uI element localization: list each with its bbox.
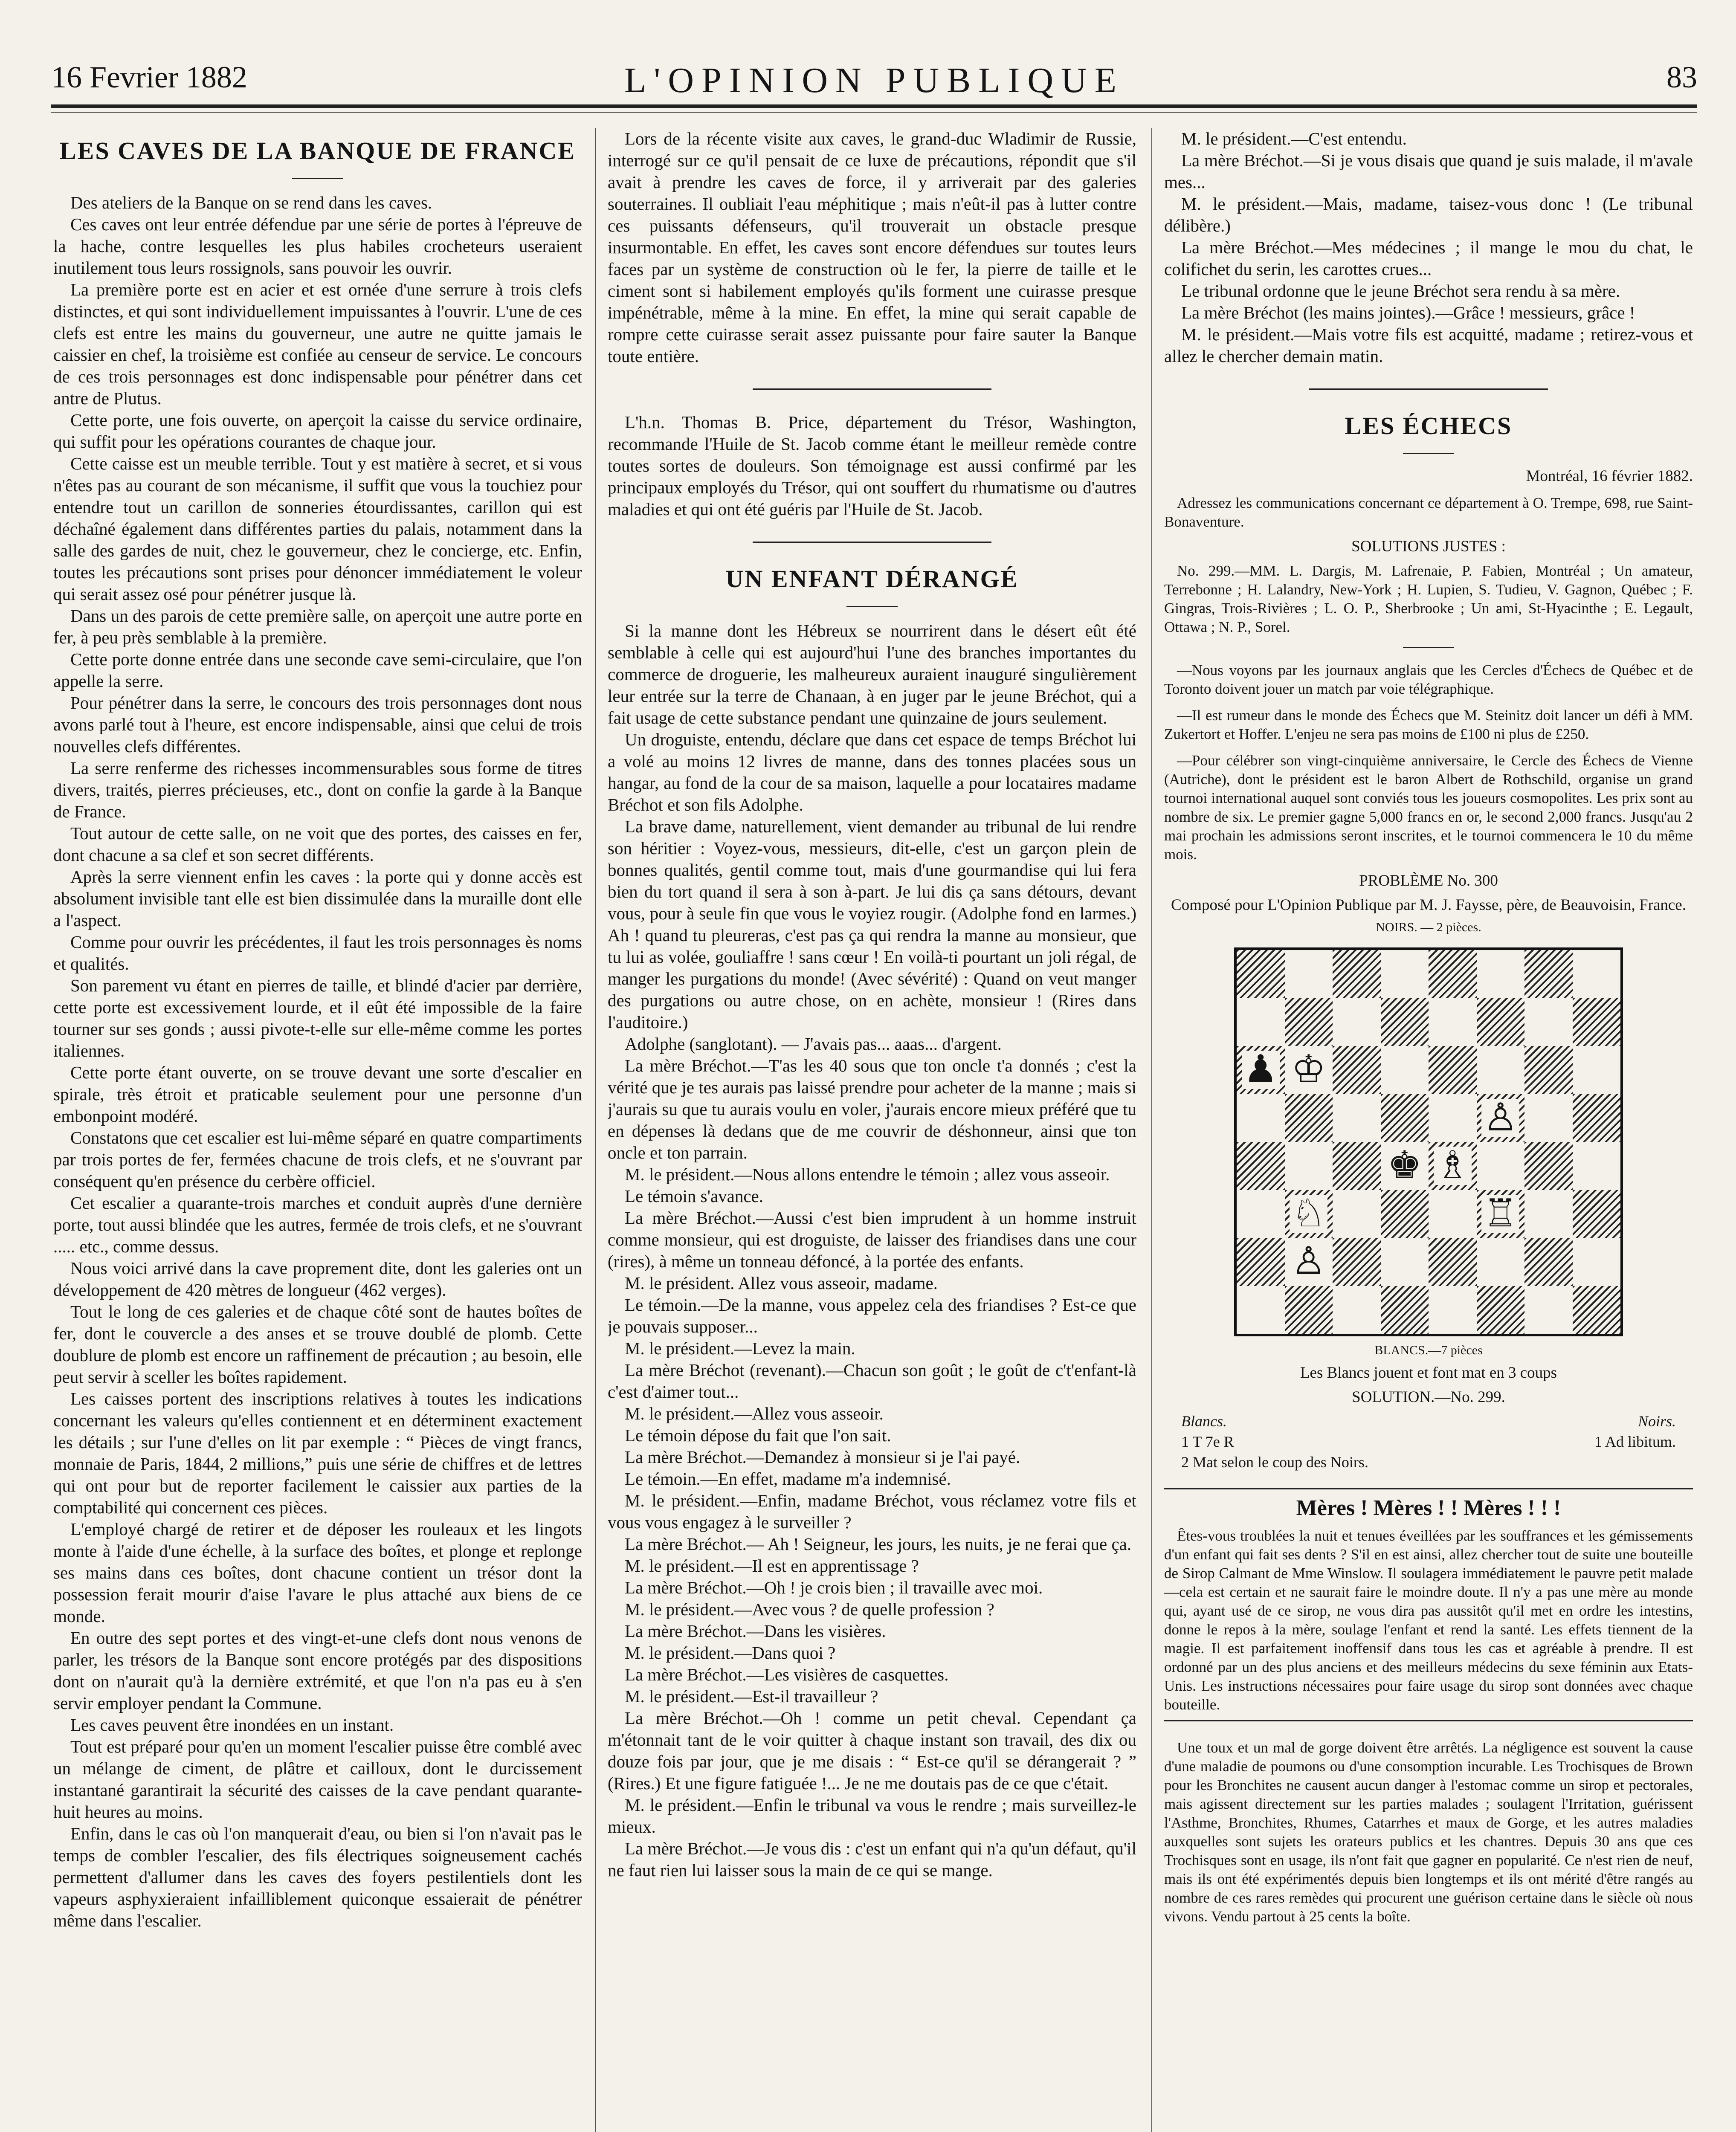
board-square xyxy=(1477,1238,1525,1286)
paragraph: La mère Bréchot.—Je vous dis : c'est un enfant qui n'a qu'un défaut, qu'il ne faut rien lui laisser sous la main de ce qui se mange. xyxy=(608,1839,1136,1880)
board-square xyxy=(1285,1190,1333,1238)
board-square xyxy=(1524,1286,1573,1334)
solution-move-2 xyxy=(1181,1453,1676,1471)
board-square xyxy=(1429,1190,1477,1238)
paragraph: Cette porte donne entrée dans une seconde cave semi-circulaire, que l'on appelle la serre. xyxy=(53,649,582,691)
board-square xyxy=(1333,1142,1381,1190)
chess-title: LES ÉCHECS xyxy=(1345,412,1513,440)
paragraph: Tout le long de ces galeries et de chaque côté sont de hautes boîtes de fer, dont le couvercle a des anses et se trouve doublé de plomb. Cette doublure de plomb est encore un raffinement de précaution ; au besoin, elle peut servir à sceller les boîtes rapidement. xyxy=(53,1302,582,1387)
paragraph: Comme pour ouvrir les précédentes, il faut les trois personnages ès noms et qualités. xyxy=(53,932,582,973)
chess-piece-icon: ♙ xyxy=(1290,1243,1327,1281)
board-square xyxy=(1237,1286,1285,1334)
board-square xyxy=(1333,1094,1381,1142)
chess-piece-icon: ♖ xyxy=(1481,1195,1519,1233)
black-pieces-label: NOIRS. — 2 pièces. xyxy=(1376,920,1481,934)
paragraph: M. le président.—Enfin, madame Bréchot, vous réclamez votre fils et vous vous engagez à le surveiller ? xyxy=(608,1491,1136,1532)
paragraph: La première porte est en acier et est ornée d'une serrure à trois clefs distinctes, et qui sont individuellement impuissantes à l'ouvrir. L'une de ces clefs est entre les mains du gouverneur, une autre ne quitte jamais le caissier en chef, la troisième est confiée au censeur de service. Le concours de ces trois personnages est donc indispensable pour pénétrer dans cet antre de Plutus. xyxy=(53,280,582,408)
paragraph: La mère Bréchot.—Si je vous disais que quand je suis malade, il m'avale mes... xyxy=(1164,151,1693,192)
solution-move-2-text: 2 Mat selon le coup des Noirs. xyxy=(1181,1454,1368,1471)
paragraph: La mère Bréchot.—Oh ! comme un petit cheval. Cependant ça m'étonnait tant de le voir quitter à chaque instant son travail, des dix ou douze fois par jour, que je me disais : “ Est-ce qu'il se dérangerait ? ” (Rires.) Et une figure fatiguée !... Je ne me doutais pas de ce que c'était. xyxy=(608,1708,1136,1793)
article-title-caves: LES CAVES DE LA BANQUE DE FRANCE xyxy=(59,137,576,165)
paragraph: Enfin, dans le cas où l'on manquerait d'eau, ou bien si l'on n'avait pas le temps de combler l'escalier, des fils électriques soigneusement cachés permettent d'allumer dans les caves des foyers pestilentiels dont les vapeurs asphyxieraient infailliblement quiconque essaierait de pénétrer même dans l'escalier. xyxy=(53,1824,582,1930)
board-square xyxy=(1285,1046,1333,1094)
board-square xyxy=(1524,1142,1573,1190)
paragraph: M. le président. Allez vous asseoir, madame. xyxy=(625,1273,938,1293)
paragraph: Après la serre viennent enfin les caves : la porte qui y donne accès est absolument invisible tant elle est bien dissimulée dans la muraille dont elle a l'aspect. xyxy=(53,867,582,930)
section-rule xyxy=(753,388,991,390)
chess-piece-icon: ♔ xyxy=(1290,1051,1327,1089)
paragraph: Le tribunal ordonne que le jeune Bréchot sera rendu à sa mère. xyxy=(1181,281,1620,301)
board-square xyxy=(1285,1286,1333,1334)
board-square xyxy=(1477,1190,1525,1238)
board-square xyxy=(1237,1238,1285,1286)
paragraph: M. le président.—Mais votre fils est acquitté, madame ; retirez-vous et allez le chercher demain matin. xyxy=(1164,324,1693,366)
article-body-caves xyxy=(53,192,582,1932)
board-square xyxy=(1573,950,1621,998)
paragraph: M. le président.—C'est entendu. xyxy=(1181,129,1407,148)
newspaper-title: L'OPINION PUBLIQUE xyxy=(624,61,1124,100)
page-number: 83 xyxy=(1666,60,1697,94)
paragraph: Adolphe (sanglotant). — J'avais pas... aaas... d'argent. xyxy=(625,1034,1002,1054)
mate-instruction: Les Blancs jouent et font mat en 3 coups xyxy=(1300,1364,1557,1382)
board-square xyxy=(1381,950,1429,998)
board-square xyxy=(1381,1238,1429,1286)
paragraph: Un droguiste, entendu, déclare que dans cet espace de temps Bréchot lui a volé au moins 12 livres de manne, dans des tonnes placées sous un hangar, au fond de la cour de sa maison, laquelle a pour locataires madame Bréchot et son fils Adolphe. xyxy=(608,730,1136,814)
board-square xyxy=(1429,1286,1477,1334)
chess-piece-icon: ♟ xyxy=(1242,1051,1280,1089)
board-square xyxy=(1381,1094,1429,1142)
board-square xyxy=(1381,998,1429,1046)
board-square xyxy=(1285,1142,1333,1190)
paragraph: Cette porte étant ouverte, on se trouve devant une sorte d'escalier en spirale, très étroit et praticable seulement pour une personne d'un embonpoint modéré. xyxy=(53,1063,582,1126)
board-square xyxy=(1237,1094,1285,1142)
chess-piece-icon: ♙ xyxy=(1481,1099,1519,1137)
board-square xyxy=(1237,1190,1285,1238)
solutions-list: No. 299.—MM. L. Dargis, M. Lafrenaie, P. Fabien, Montréal ; Un amateur, Terrebonne ; H. Lalandry, New-York ; H. Lupien, S. Tudieu, V. Gagnon, Québec ; F. Gingras, Trois-Rivières ; L. O. P., Sherbrooke ; Un ami, St-Hyacinthe ; E. Legault, Ottawa ; N. P., Sorel. xyxy=(1164,562,1693,635)
board-square xyxy=(1429,950,1477,998)
board-square xyxy=(1381,1046,1429,1094)
paragraph: La mère Bréchot.— Ah ! Seigneur, les jours, les nuits, je ne ferai que ça. xyxy=(625,1534,1132,1554)
paragraph: Le témoin.—En effet, madame m'a indemnisé. xyxy=(625,1469,951,1489)
board-square xyxy=(1429,1046,1477,1094)
paragraph: —Nous voyons par les journaux anglais que les Cercles d'Échecs de Québec et de Toronto doivent jouer un match par voie télégraphique. xyxy=(1164,662,1693,697)
board-square xyxy=(1237,1046,1285,1094)
board-square xyxy=(1333,1286,1381,1334)
paragraph: Les caves peuvent être inondées en un instant. xyxy=(70,1715,394,1735)
issue-date: 16 Fevrier 1882 xyxy=(51,60,247,94)
paragraph: Lors de la récente visite aux caves, le grand-duc Wladimir de Russie, interrogé sur ce qu'il pensait de ce luxe de précautions, répondit que s'il avait à prendre les caves de force, il y arriverait par des galeries souterraines. Il oubliait l'eau méphitique ; mais n'eût-il pas à lutter contre ces puissants défenseurs, qu'il trouverait un obstacle presque insurmontable. En effet, les caves sont encore défendues sur toutes leurs faces par un système de construction où le fer, la pierre de taille et le ciment sont si habilement employés qu'ils forment une cuirasse presque impénétrable, même à la mine. En effet, la mine qui serait capable de rompre cette cuirasse serait assez puissante pour faire sauter la Banque toute entière. xyxy=(608,129,1136,366)
column-2 xyxy=(608,128,1136,2132)
paragraph: M. le président.—Mais, madame, taisez-vous donc ! (Le tribunal délibère.) xyxy=(1164,194,1693,235)
column-1 xyxy=(53,128,582,2132)
header-rule xyxy=(51,104,1697,108)
ad-text: Êtes-vous troublées la nuit et tenues éveillées par les souffrances et les gémissements d'un enfant qui fait ses dents ? S'il en est ainsi, allez chercher tout de suite une bouteille de Sirop Calmant de Mme Winslow. Il soulagera immédiatement le pauvre petit malade—cela est certain et ne saurait faire le moindre doute. Il n'y a pas une mère au monde qui, ayant usé de ce sirop, ne vous dira pas aussitôt qu'il met en ordre les intestins, donne le repos à la mère, soulage l'enfant et rend la santé. Les effets tiennent de la magie. Il est parfaitement inoffensif dans tous les cas et agréable à prendre. Il est ordonné par un des plus anciens et des meilleurs médecins du sexe féminin aux Etats-Unis. Les instructions nécessaires pour faire usage du sirop sont données avec chaque bouteille. xyxy=(1164,1527,1693,1713)
paragraph: L'employé chargé de retirer et de déposer les rouleaux et les lingots monte à l'aide d'une échelle, à la surface des boîtes, et plonge et replonge ses mains dans ces boîtes, dont chacune contient un trésor dont la possession ferait mourir d'aise l'avare le plus attaché aux biens de ce monde. xyxy=(53,1519,582,1626)
board-square xyxy=(1573,1286,1621,1334)
paragraph: La mère Bréchot.—Mes médecines ; il mange le mou du chat, le colifichet du serin, les carottes crues... xyxy=(1164,238,1693,279)
board-square xyxy=(1285,1094,1333,1142)
paragraph: Cet escalier a quarante-trois marches et conduit auprès d'une dernière porte, tout aussi blindée que les autres, fermée de trois clefs, et ne s'ouvrant ..... etc., comme dessus. xyxy=(53,1193,582,1256)
paragraph: Cette caisse est un meuble terrible. Tout y est matière à secret, et si vous n'êtes pas au courant de son mécanisme, il suffit que vous la touchiez pour entendre tout un carillon de sonneries étourdissantes, carillon qui est déchaîné également dans différentes parties du palais, notamment dans la salle des gardes de nuit, chez le gouverneur, chez le concierge, etc. Enfin, toutes les précautions sont prises pour dénoncer immédiatement le voleur qui serait assez osé pour pénétrer jusque là. xyxy=(53,454,582,604)
solution-black-heading: Noirs. xyxy=(1637,1413,1676,1430)
board-square xyxy=(1381,1286,1429,1334)
board-square xyxy=(1573,1046,1621,1094)
paragraph: La mère Bréchot (revenant).—Chacun son goût ; le goût de c't'enfant-là c'est d'aimer tout... xyxy=(608,1360,1136,1402)
solution-move-1-black: 1 Ad libitum. xyxy=(1594,1433,1676,1450)
paragraph: Le témoin s'avance. xyxy=(625,1186,763,1206)
chess-piece-icon: ♗ xyxy=(1434,1147,1472,1185)
chess-dateline: Montréal, 16 février 1882. xyxy=(1526,467,1693,485)
paragraph: En outre des sept portes et des vingt-et-une clefs dont nous venons de parler, les trésors de la Banque sont encore protégés par des dispositions dont on n'aurait qu'à la dernière extrémité, et que l'on n'a pas eu à s'en servir employer pendant la Commune. xyxy=(53,1628,582,1713)
paragraph: Nous voici arrivé dans la cave proprement dite, dont les galeries ont un développement de 420 mètres de longueur (462 verges). xyxy=(53,1258,582,1300)
paragraph: La mère Bréchot.—Les visières de casquettes. xyxy=(625,1665,949,1684)
paragraph: M. le président.—Est-il travailleur ? xyxy=(625,1686,878,1706)
board-square xyxy=(1285,1238,1333,1286)
header-rule-thin xyxy=(51,112,1697,113)
board-square xyxy=(1573,1190,1621,1238)
board-square xyxy=(1524,1094,1573,1142)
paragraph: Son parement vu étant en pierres de taille, et blindé d'acier par derrière, cette porte est excessivement lourde, et il eût été impossible de la faire tourner sur ses gonds ; aussi pivote-t-elle sur elle-même comme les portes italiennes. xyxy=(53,976,582,1060)
column-divider xyxy=(1151,128,1152,2132)
board-square xyxy=(1573,1238,1621,1286)
problem-heading: PROBLÈME No. 300 xyxy=(1359,872,1498,889)
paragraph: Constatons que cet escalier est lui-même séparé en quatre compartiments par trois portes de fer, fermées chacune de trois clefs, et ne s'ouvrant par conséquent qu'en présence du cerbère officiel. xyxy=(53,1128,582,1191)
problem-author: Composé pour L'Opinion Publique par M. J. Faysse, père, de Beauvoisin, France. xyxy=(1171,896,1686,914)
chess-news xyxy=(1164,661,1693,864)
board-square xyxy=(1524,998,1573,1046)
section-rule xyxy=(753,542,991,543)
board-square xyxy=(1333,998,1381,1046)
board-square xyxy=(1524,1238,1573,1286)
article-body-enfant-continued xyxy=(1164,128,1693,367)
paragraph: Dans un des parois de cette première salle, on aperçoit une autre porte en fer, à peu près semblable à la première. xyxy=(53,606,582,647)
board-square xyxy=(1477,1142,1525,1190)
ad-title: Mères ! Mères ! ! Mères ! ! ! xyxy=(1296,1496,1561,1520)
title-rule xyxy=(1403,453,1454,454)
paragraph: M. le président.—Avec vous ? de quelle profession ? xyxy=(625,1599,994,1619)
masthead xyxy=(51,60,1697,111)
solution-move-1-white: 1 T 7e R xyxy=(1181,1433,1234,1450)
board-square xyxy=(1333,950,1381,998)
board-square xyxy=(1381,1190,1429,1238)
paragraph: Ces caves ont leur entrée défendue par une série de portes à l'épreuve de la hache, contre lesquelles les plus habiles crocheteurs useraient inutilement tous leurs rossignols, sans pouvoir les ouvrir. xyxy=(53,214,582,278)
board-square xyxy=(1477,1286,1525,1334)
section-rule xyxy=(1309,388,1548,390)
board-square xyxy=(1429,998,1477,1046)
board-square xyxy=(1285,950,1333,998)
title-rule xyxy=(292,178,343,179)
board-square xyxy=(1429,1094,1477,1142)
paragraph: M. le président.—Dans quoi ? xyxy=(625,1643,836,1663)
paragraph: La mère Bréchot.—Aussi c'est bien imprudent à un homme instruit comme monsieur, qui est droguiste, de laisser des friandises dans une cour (rires), à même un tonneau défoncé, à la portée des enfants. xyxy=(608,1208,1136,1271)
chess-address: Adressez les communications concernant ce département à O. Trempe, 698, rue Saint-Bonaventure. xyxy=(1164,495,1693,530)
board-square xyxy=(1333,1238,1381,1286)
paragraph: M. le président.—Allez vous asseoir. xyxy=(625,1404,884,1423)
solution-white-heading: Blancs. xyxy=(1181,1413,1227,1430)
advertisement-meres xyxy=(1164,1488,1693,1721)
board-square xyxy=(1477,950,1525,998)
chess-piece-icon: ♘ xyxy=(1290,1195,1327,1233)
paragraph: La mère Bréchot.—Oh ! je crois bien ; il travaille avec moi. xyxy=(625,1578,1043,1597)
board-square xyxy=(1237,998,1285,1046)
paragraph: M. le président.—Il est en apprentissage ? xyxy=(625,1556,919,1576)
paragraph: La mère Bréchot.—T'as les 40 sous que ton oncle t'a donnés ; c'est la vérité que je tes aurais pas laissé prendre pour acheter de la manne ; mais si j'aurais su que tu aurais voulu en voler, j'aurais encore mieux préféré que tu en dépenses là dedans que de me couvrir de déshonneur, ainsi que ton oncle et ton parrain. xyxy=(608,1056,1136,1162)
chess-piece-icon: ♚ xyxy=(1385,1147,1423,1185)
paragraph: M. le président.—Levez la main. xyxy=(625,1338,855,1358)
paragraph: Des ateliers de la Banque on se rend dans les caves. xyxy=(70,193,432,212)
board-square xyxy=(1524,1046,1573,1094)
paragraph: Le témoin dépose du fait que l'on sait. xyxy=(625,1425,891,1445)
paragraph: Si la manne dont les Hébreux se nourrirent dans le désert eût été semblable à celle qui est aujourd'hui l'une des branches importantes du commerce de droguerie, les malheureux auraient inauguré singulièrement leur entrée sur la terre de Chanaan, à en juger par le jeune Bréchot, qui a fait usage de cette substance pendant une quinzaine de jours seulement. xyxy=(608,621,1136,727)
title-rule xyxy=(846,606,898,607)
solution-columns xyxy=(1181,1412,1676,1430)
board-square xyxy=(1429,1142,1477,1190)
paragraph: La mère Bréchot.—Dans les visières. xyxy=(625,1621,886,1641)
board-square xyxy=(1477,1046,1525,1094)
board-square xyxy=(1333,1190,1381,1238)
paragraph: La mère Bréchot (les mains jointes).—Grâce ! messieurs, grâce ! xyxy=(1181,303,1635,322)
paragraph: M. le président.—Nous allons entendre le témoin ; allez vous asseoir. xyxy=(625,1164,1110,1184)
price-notice: L'h.n. Thomas B. Price, département du Trésor, Washington, recommande l'Huile de St. Jacob comme étant le meilleur remède contre toutes sortes de douleurs. Son témoignage est aussi confirmé par les principaux employés du Trésor, qui ont souffert du rhumatisme ou d'autres maladies et qui ont été guéris par l'Huile de St. Jacob. xyxy=(608,412,1136,519)
article-body-enfant xyxy=(608,620,1136,1881)
column-3 xyxy=(1164,128,1693,2132)
board-square xyxy=(1477,998,1525,1046)
article-body-caves-continued xyxy=(608,128,1136,367)
board-square xyxy=(1429,1238,1477,1286)
solution-heading: SOLUTION.—No. 299. xyxy=(1352,1388,1505,1406)
board-square xyxy=(1573,1094,1621,1142)
board-square xyxy=(1573,998,1621,1046)
paragraph: M. le président.—Enfin le tribunal va vous le rendre ; mais surveillez-le mieux. xyxy=(608,1795,1136,1837)
board-square xyxy=(1573,1142,1621,1190)
board-square xyxy=(1237,1142,1285,1190)
paragraph: —Il est rumeur dans le monde des Échecs que M. Steinitz doit lancer un défi à MM. Zukertort et Hoffer. L'enjeu ne sera pas moins de £100 ni plus de £250. xyxy=(1164,707,1693,742)
paragraph: Tout est préparé pour qu'en un moment l'escalier puisse être comblé avec un mélange de ciment, de plâtre et cailloux, dont le durcissement instantané garantirait la sécurité des caisses de la cave pendant quarante-huit heures au moins. xyxy=(53,1737,582,1822)
advertisement-trochisques: Une toux et un mal de gorge doivent être arrêtés. La négligence est souvent la cause d'une maladie de poumons ou d'une consomption incurable. Les Trochisques de Brown pour les Bronchites ne causent aucun danger à l'estomac comme un sirop et pectorales, mais agissent directement sur les parties malades ; soulagent l'Irritation, guérissent l'Asthme, Bronchites, Rhumes, Catarrhes et maux de Gorge, et les autres maladies auxquelles sont sujets les orateurs publics et les chantres. Depuis 30 ans que ces Trochisques sont en usage, ils n'ont fait que gagner en popularité. Ce n'est rien de neuf, mais ils ont été expérimentés depuis bien longtemps et ils ont mérité d'être rangés au nombre de ces rares remèdes qui procurent une guérison certaine dans le siècle où nous vivons. Vendu partout à 25 cents la boîte. xyxy=(1164,1739,1693,1925)
paragraph: La serre renferme des richesses incommensurables sous forme de titres divers, traités, pierres précieuses, etc., dont on confie la garde à la Banque de France. xyxy=(53,758,582,821)
board-square xyxy=(1381,1142,1429,1190)
article-title-enfant: UN ENFANT DÉRANGÉ xyxy=(725,565,1019,593)
paragraph: La brave dame, naturellement, vient demander au tribunal de lui rendre son héritier : Voyez-vous, messieurs, dit-elle, c'est un garçon plein de bonnes qualités, gentil comme tout, mais d'une gourmandise qui lui fera bien du tort quand il sera à son à-part. Je lui dis ça sans détours, devant vous, pour à seule fin que vous le voyiez rougir. (Adolphe fond en larmes.) Ah ! quand tu pleureras, c'est pas ça qui rendra la manne au monsieur, que tu lui as volée, gouliaffre ! sans cœur ! En voilà-ti pourtant un joli régal, de manger les purgations du monde! (Avec sévérité) : Quand on veut manger des purgations ou autre chose, on en achète, monsieur ! (Rires dans l'auditoire.) xyxy=(608,817,1136,1032)
board-square xyxy=(1237,950,1285,998)
chess-board xyxy=(1234,947,1623,1336)
board-square xyxy=(1285,998,1333,1046)
divider xyxy=(1403,647,1454,648)
column-divider xyxy=(595,128,596,2132)
solution-move-1 xyxy=(1181,1433,1676,1451)
board-square xyxy=(1333,1046,1381,1094)
paragraph: Tout autour de cette salle, on ne voit que des portes, des caisses en fer, dont chacune a sa clef et son secret différents. xyxy=(53,823,582,865)
solutions-heading: SOLUTIONS JUSTES : xyxy=(1351,538,1506,555)
board-square xyxy=(1524,950,1573,998)
paragraph: Les caisses portent des inscriptions relatives à toutes les indications concernant les valeurs qu'elles contiennent et en déterminent exactement les détails ; sur l'une d'elles on lit par exemple : “ Pièces de vingt francs, monnaie de Paris, 1844, 2 millions,” puis une série de chiffres et de lettres qui ont pour but de reporter facilement le caissier aux parties de la comptabilité qui concernent ces pièces. xyxy=(53,1389,582,1517)
paragraph: Le témoin.—De la manne, vous appelez cela des friandises ? Est-ce que je pouvais supposer... xyxy=(608,1295,1136,1336)
paragraph: Cette porte, une fois ouverte, on aperçoit la caisse du service ordinaire, qui suffit pour les opérations courantes de chaque jour. xyxy=(53,410,582,452)
paragraph: —Pour célébrer son vingt-cinquième anniversaire, le Cercle des Échecs de Vienne (Autriche), dont le président est le baron Albert de Rothschild, organise un grand tournoi international auquel sont conviés tous les joueurs cosmopolites. Les prix sont au nombre de six. Le premier gagne 5,000 francs en or, le second 2,000 francs. Jusqu'au 2 mai prochain les admissions seront inscrites, et le tournoi commencera le 10 du même mois. xyxy=(1164,752,1693,863)
paragraph: Pour pénétrer dans la serre, le concours des trois personnages dont nous avons parlé tout à l'heure, est encore indispensable, ainsi que celui de trois nouvelles clefs différentes. xyxy=(53,693,582,756)
white-pieces-label: BLANCS.—7 pièces xyxy=(1374,1343,1483,1357)
board-square xyxy=(1477,1094,1525,1142)
paragraph: La mère Bréchot.—Demandez à monsieur si je l'ai payé. xyxy=(625,1447,1020,1467)
board-square xyxy=(1524,1190,1573,1238)
